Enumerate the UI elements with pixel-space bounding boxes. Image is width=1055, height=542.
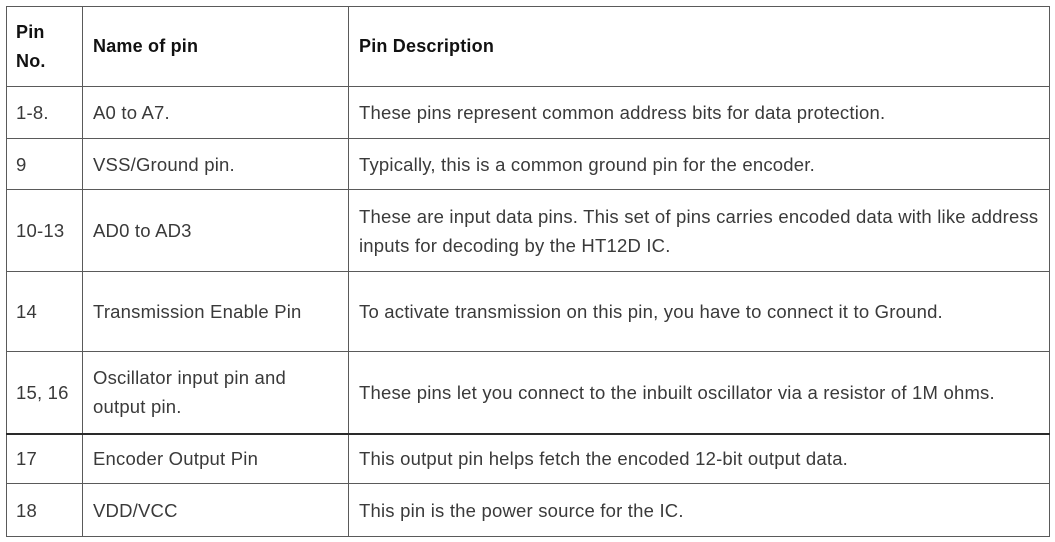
cell-pin-no: 1-8. xyxy=(7,87,83,139)
table-row xyxy=(7,434,1050,484)
cell-pin-desc: To activate transmission on this pin, you have to connect it to Ground. xyxy=(349,272,1050,352)
table-row xyxy=(7,484,1050,537)
cell-pin-name: AD0 to AD3 xyxy=(83,190,349,272)
header-name-of-pin: Name of pin xyxy=(83,7,349,87)
cell-pin-no: 9 xyxy=(7,139,83,190)
table-row xyxy=(7,352,1050,434)
cell-pin-name: VDD/VCC xyxy=(83,484,349,537)
cell-pin-no: 15, 16 xyxy=(7,352,83,434)
cell-pin-name: Encoder Output Pin xyxy=(83,434,349,484)
pin-description-table xyxy=(6,6,1050,537)
table-row xyxy=(7,139,1050,190)
cell-pin-name: Transmission Enable Pin xyxy=(83,272,349,352)
table-header-row xyxy=(7,7,1050,87)
cell-pin-name: A0 to A7. xyxy=(83,87,349,139)
table-row xyxy=(7,190,1050,272)
cell-pin-desc: This output pin helps fetch the encoded 12-bit output data. xyxy=(349,434,1050,484)
header-pin-no: Pin No. xyxy=(7,7,83,87)
cell-pin-desc: This pin is the power source for the IC. xyxy=(349,484,1050,537)
cell-pin-name: VSS/Ground pin. xyxy=(83,139,349,190)
cell-pin-desc: These are input data pins. This set of pins carries encoded data with like address inputs for decoding by the HT12D IC. xyxy=(349,190,1050,272)
cell-pin-name: Oscillator input pin and output pin. xyxy=(83,352,349,434)
table-row xyxy=(7,87,1050,139)
header-pin-description: Pin Description xyxy=(349,7,1050,87)
cell-pin-desc: Typically, this is a common ground pin for the encoder. xyxy=(349,139,1050,190)
cell-pin-no: 14 xyxy=(7,272,83,352)
cell-pin-no: 18 xyxy=(7,484,83,537)
cell-pin-no: 17 xyxy=(7,434,83,484)
cell-pin-no: 10-13 xyxy=(7,190,83,272)
table-row xyxy=(7,272,1050,352)
cell-pin-desc: These pins let you connect to the inbuilt oscillator via a resistor of 1M ohms. xyxy=(349,352,1050,434)
cell-pin-desc: These pins represent common address bits for data protection. xyxy=(349,87,1050,139)
